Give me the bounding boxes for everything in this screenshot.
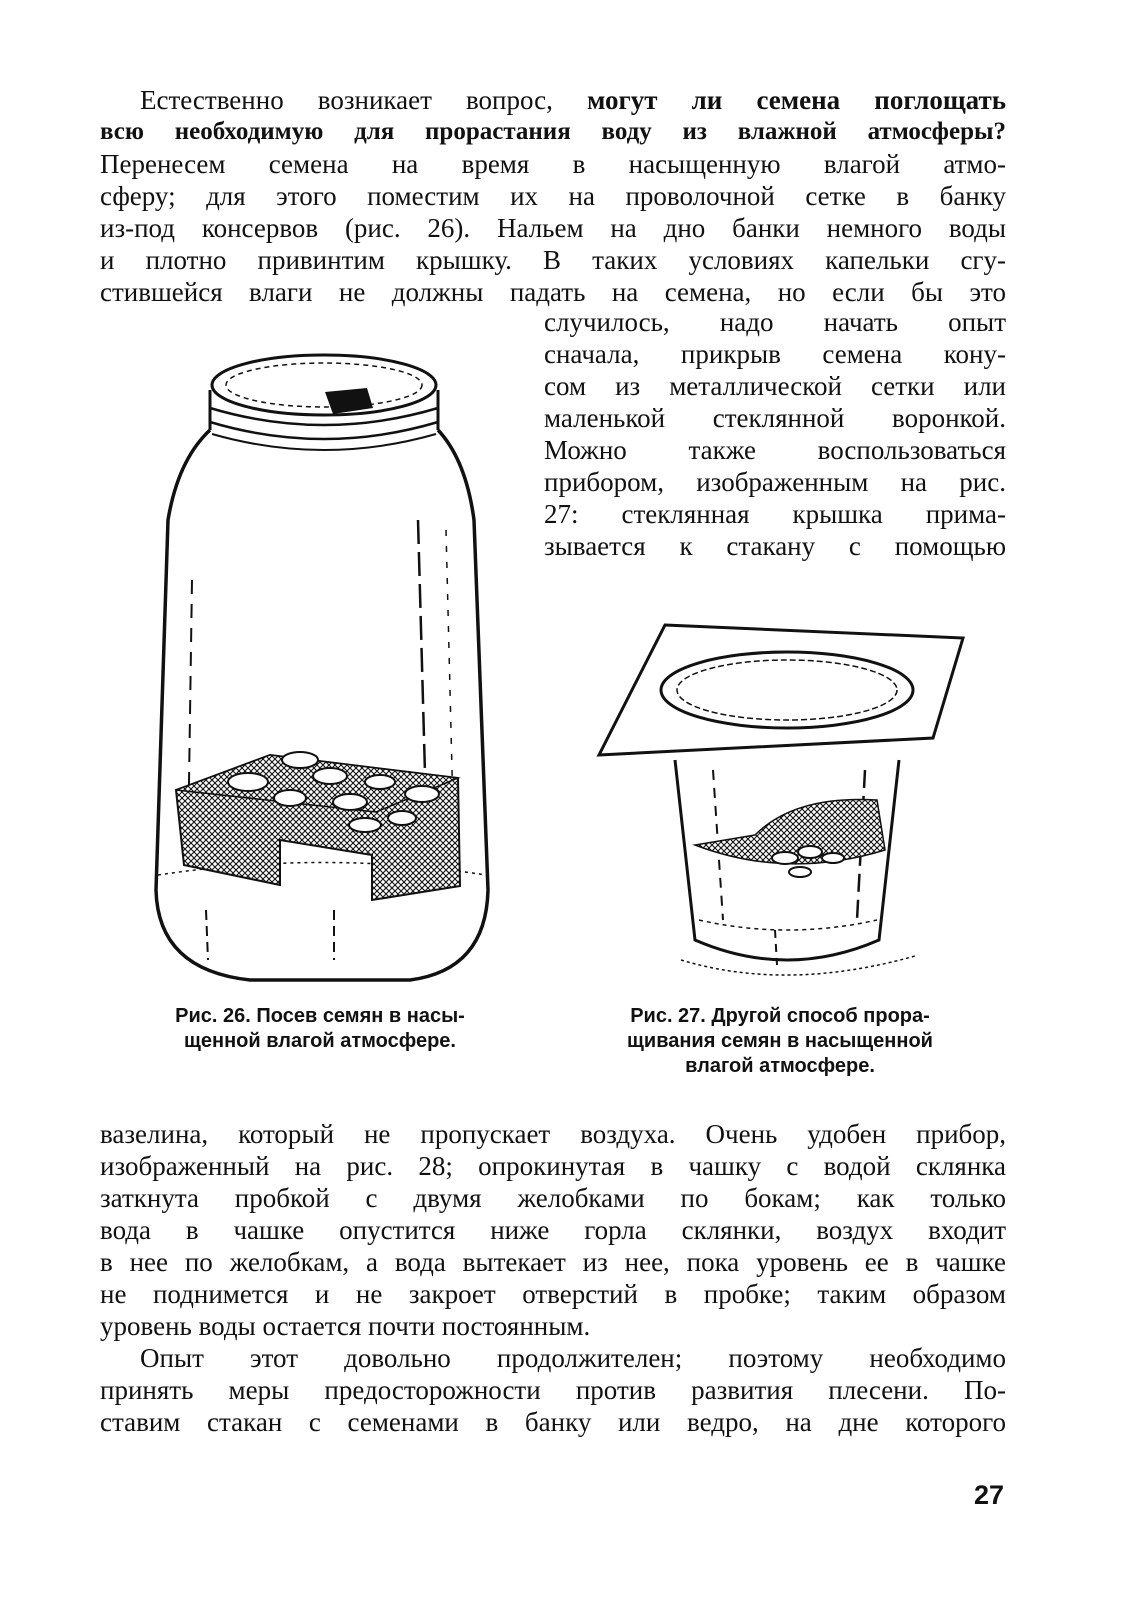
text-line-3: Перенесем семена на время в насыщенную влагой атмо- <box>100 149 1006 179</box>
bottom-line-7: уровень воды остается почти постоянным. <box>100 1311 591 1341</box>
last-line-3: ставим стакан с семенами в банку или ведро, на дне которого <box>100 1407 1006 1437</box>
column-line-2: сначала, прикрыв семена кону- <box>544 339 1006 369</box>
bottom-line-2: изображенный на рис. 28; опрокинутая в чашку с водой склянка <box>100 1151 1006 1181</box>
text-line-2: всю необходимую для прорастания воду из влажной атмосферы? <box>100 118 1006 145</box>
bottom-line-5: в нее по желобкам, а вода вытекает из нее, пока уровень ее в чашке <box>100 1247 1006 1277</box>
figure-26-caption: Рис. 26. Посев семян в насы- щенной влагой атмосфере. <box>175 1005 465 1052</box>
bottom-line-3: заткнута пробкой с двумя желобками по бокам; как только <box>100 1183 1006 1213</box>
column-line-7: 27: стеклянная крышка прима- <box>544 499 1006 529</box>
bottom-line-1: вазелина, который не пропускает воздуха. Очень удобен прибор, <box>100 1119 1006 1149</box>
text-line-1: Естественно возникает вопрос, могут ли семена поглощать <box>140 85 1006 115</box>
column-line-4: маленькой стеклянной воронкой. <box>544 403 1006 433</box>
figure-27-caption: Рис. 27. Другой способ прора- щивания семян в насыщенной влагой атмосфере. <box>627 1005 933 1077</box>
last-line-1: Опыт этот довольно продолжителен; поэтому необходимо <box>140 1343 1006 1373</box>
page-number: 27 <box>974 1480 1005 1510</box>
glass-illustration <box>595 620 965 990</box>
bottom-line-4: вода в чашке опустится ниже горла склянки, воздух входит <box>100 1215 1006 1245</box>
last-line-2: принять меры предосторожности против развития плесени. По- <box>100 1375 1006 1405</box>
jar-illustration <box>140 330 510 1000</box>
text-line-4: сферу; для этого поместим их на проволочной сетке в банку <box>100 181 1006 211</box>
column-line-3: сом из металлической сетки или <box>544 371 1006 401</box>
text-line-7: стившейся влаги не должны падать на семена, но если бы это <box>100 277 1006 307</box>
column-line-1: случилось, надо начать опыт <box>544 307 1006 337</box>
text-line-5: из-под консервов (рис. 26). Нальем на дно банки немного воды <box>100 213 1006 243</box>
column-line-5: Можно также воспользоваться <box>544 435 1006 465</box>
column-line-8: зывается к стакану с помощью <box>544 531 1006 561</box>
text-line-6: и плотно привинтим крышку. В таких условиях капельки сгу- <box>100 245 1006 275</box>
bottom-line-6: не поднимется и не закроет отверстий в пробке; таким образом <box>100 1279 1006 1309</box>
column-line-6: прибором, изображенным на рис. <box>544 467 1006 497</box>
